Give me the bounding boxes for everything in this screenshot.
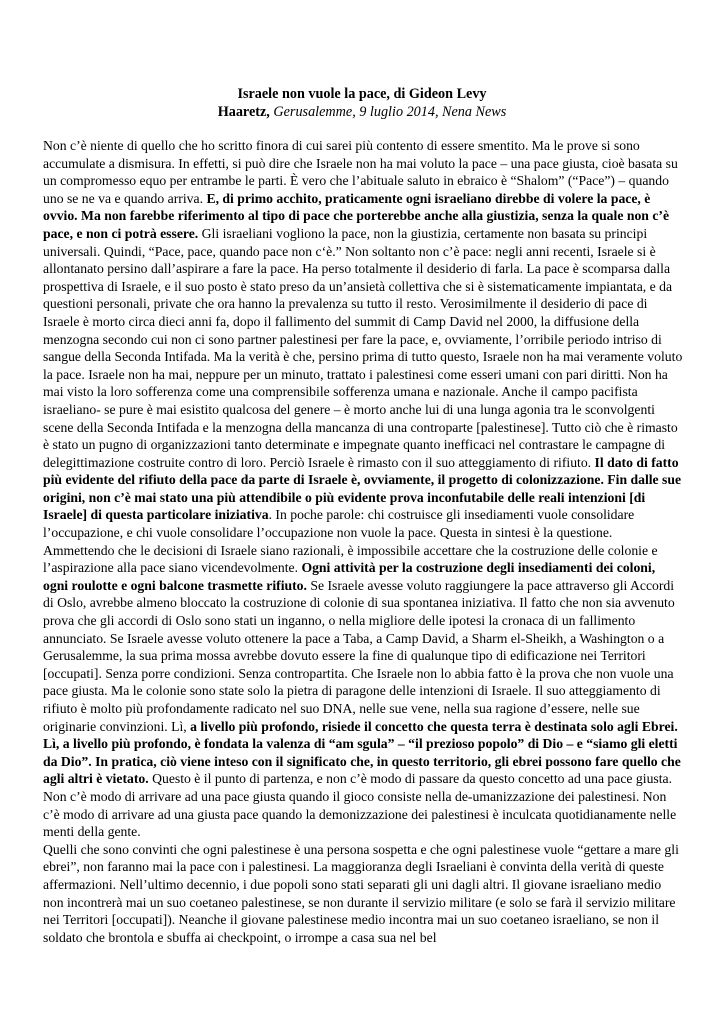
text-run: Se Israele avesse voluto raggiungere la pace attraverso gli Accordi di Oslo, avrebbe almeno bloccato la costruzione di colonie di sua spontanea iniziativa. Il fatto che non sia avvenuto prova che gli accordi di Oslo sono stati un inganno, o nella migliore delle ipotesi la cronaca di un fallimento annunciato. Se Israele avesse voluto ottenere la pace a Taba, a Camp David, a Sharm el-Sheikh, a Washington o a Gerusalemme, la sua prima mossa avrebbe dovuto essere la fine di qualunque tipo di edificazione nei Territori [occupati]. Senza porre condizioni. Senza contropartita. Che Israele non lo abbia fatto è la prova che non vuole una pace giusta. Ma le colonie sono state solo la pietra di paragone delle intenzioni di Israele. Il suo atteggiamento di rifiuto è molto più profondamente radicato nel suo DNA, nelle sue vene, nella sua ragione d’essere, nelle sue originarie convinzioni. Lì,	[43, 577, 675, 734]
article-title: Israele non vuole la pace, di Gideon Levy	[237, 86, 487, 102]
bold-text-run: Il dato di fatto più evidente del rifiuto della pace da parte di Israele è, ovviamente, il progetto di colonizzazione. Fin dalle sue origini, non c’è mai stato una più attendibile o più evidente prova inconfutabile delle reali intenzioni [di Israele] di questa particolare iniziativa	[43, 454, 682, 523]
article-byline	[0, 103, 724, 121]
text-run: Non c’è niente di quello che ho scritto finora di cui sarei più contento di essere smentito. Ma le prove si sono accumulate a dismisura. In effetti, si può dire che Israele non ha mai voluto la pace – una pace giusta, cioè basata su un compromesso equo per entrambe le parti. È vero che l’abituale saluto in ebraico è “Shalom” (“Pace”) – quando uno se ne va e quando arriva.	[43, 138, 678, 206]
source-name: Haaretz,	[217, 104, 270, 120]
paragraph-2: Quelli che sono convinti che ogni palestinese è una persona sospetta e che ogni palestinese vuole “gettare a mare gli ebrei”, non faranno mai la pace con i palestinesi. La maggioranza degli Israeliani è convinta della verità di queste affermazioni. Nell’ultimo decennio, i due popoli sono stati separati gli uni dagli altri. Il giovane israeliano medio non incontrerà mai un suo coetaneo palestinese, se non durante il servizio militare (e solo se farà il servizio militare nei Territori [occupati]). Neanche il giovane palestinese medio incontra mai un suo coetaneo israeliano, se non il soldato che brontola e sbuffa ai checkpoint, o irrompe a casa sua nel bel	[43, 841, 679, 945]
text-run: Questo è il punto di partenza, e non c’è modo di passare da questo concetto ad una pace giusta. Non c’è modo di arrivare ad una pace giusta quando il gioco consiste nella de-umanizzazione dei palestinesi. Non c’è modo di arrivare ad una giusta pace quando la demonizzazione dei palestinesi è inculcata quotidianamente nelle menti della gente.	[43, 771, 677, 840]
bold-text-run: E, di primo acchito, praticamente ogni israeliano direbbe di volere la pace, è ovvio. Ma non farebbe riferimento al tipo di pace che porterebbe anche alla giustizia, senza la quale non c’è pace, e non ci potrà essere.	[43, 190, 670, 241]
bold-text-run: a livello più profondo, risiede il concetto che questa terra è destinata solo agli Ebrei. Lì, a livello più profondo, è fondata la valenza di “am sgula” – “il prezioso popolo” di Dio – e “siamo gli eletti da Dio”. In pratica, ciò viene inteso con il significato che, in questo territorio, gli ebrei possono fare quello che agli altri è vietato.	[43, 718, 681, 787]
paragraph-1	[43, 137, 683, 841]
text-run: . In poche parole: chi costruisce gli insediamenti vuole consolidare l’occupazione, e chi vuole consolidare l’occupazione non vuole la pace. Questa in sintesi è la questione. Ammettendo che le decisioni di Israele siano razionali, è impossibile accettare che la costruzione delle colonie e l’aspirazione alla pace siano vicendevolmente.	[43, 507, 658, 576]
article-body	[43, 137, 683, 946]
text-run: Gli israeliani vogliono la pace, non la giustizia, certamente non basata su principi universali. Quindi, “Pace, pace, quando pace non c‘è.” Non soltanto non c’è pace: negli anni recenti, Israele si è allontanato persino dall’aspirare a fare la pace. Ha perso totalmente il desiderio di farla. La pace è scomparsa dalla prospettiva di Israele, e il suo posto è stato preso da un’ansietà collettiva che si è sistematicamente impiantata, e da questioni personali, private che ora hanno la prevalenza su tutto il resto. Verosimilmente il desiderio di pace di Israele è morto circa dieci anni fa, dopo il fallimento del summit di Camp David nel 2000, la diffusione della menzogna secondo cui non ci sono partner palestinesi per fare la pace, e, ovviamente, l’orribile periodo intriso di sangue della Seconda Intifada. Ma la verità è che, persino prima di tutto questo, Israele non ha mai veramente voluto la pace. Israele non ha mai, neppure per un minuto, trattato i palestinesi come esseri umani con pari diritti. Non ha mai visto la loro sofferenza come una comprensibile sofferenza umana e nazionale. Anche il campo pacifista israeliano- se pure è mai esistito qualcosa del genere – è morto anche lui di una lunga agonia tra le sconvolgenti scene della Seconda Intifada e la menzogna della mancanza di una controparte [palestinese]. Tutto ciò che è rimasto è stato un pugno di organizzazioni tanto determinate e impegnate quanto inefficaci nel contrastare le campagne di delegittimazione costruite contro di loro. Perciò Israele è rimasto con il suo atteggiamento di rifiuto.	[43, 225, 683, 470]
bold-text-run: Ogni attività per la costruzione degli insediamenti dei coloni, ogni roulotte e ogni balcone trasmette rifiuto.	[43, 560, 656, 593]
place-date: Gerusalemme, 9 luglio 2014, Nena News	[269, 104, 507, 120]
